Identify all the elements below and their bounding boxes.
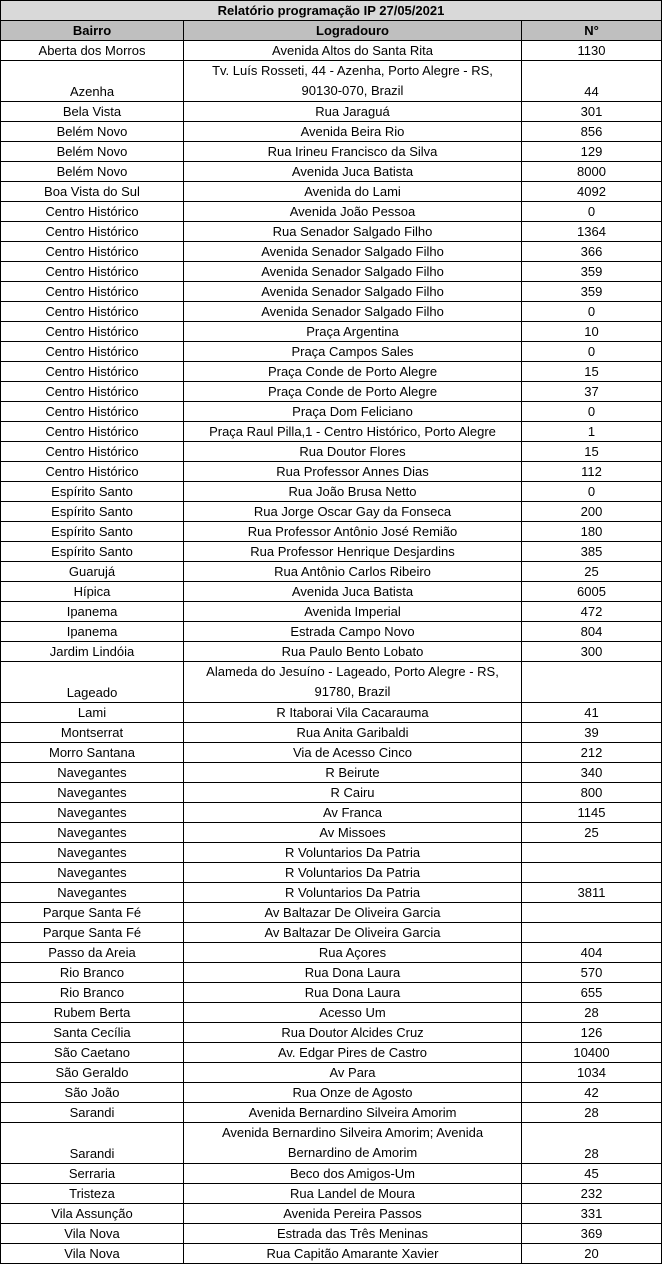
- cell-bairro: Centro Histórico: [1, 402, 184, 422]
- table-row: [1, 803, 662, 823]
- cell-bairro: Tristeza: [1, 1184, 184, 1204]
- cell-numero: 200: [522, 502, 662, 522]
- cell-logradouro: Rua Landel de Moura: [184, 1184, 522, 1204]
- cell-numero: 404: [522, 943, 662, 963]
- table-row: [1, 522, 662, 542]
- table-row: [1, 1184, 662, 1204]
- table-row: [1, 1123, 662, 1164]
- cell-logradouro: R Itaborai Vila Cacarauma: [184, 703, 522, 723]
- table-row: [1, 783, 662, 803]
- cell-numero: 28: [522, 1123, 662, 1164]
- table-row: [1, 142, 662, 162]
- cell-bairro: Centro Histórico: [1, 342, 184, 362]
- cell-logradouro: Praça Campos Sales: [184, 342, 522, 362]
- cell-bairro: Espírito Santo: [1, 542, 184, 562]
- cell-logradouro: Rua Jaraguá: [184, 102, 522, 122]
- cell-numero: 28: [522, 1103, 662, 1123]
- cell-bairro: Centro Histórico: [1, 282, 184, 302]
- cell-bairro: Belém Novo: [1, 122, 184, 142]
- table-row: [1, 61, 662, 102]
- cell-numero: 25: [522, 823, 662, 843]
- cell-logradouro: Av Baltazar De Oliveira Garcia: [184, 903, 522, 923]
- cell-logradouro: Rua Senador Salgado Filho: [184, 222, 522, 242]
- table-row: [1, 642, 662, 662]
- table-row: [1, 442, 662, 462]
- cell-numero: 301: [522, 102, 662, 122]
- cell-logradouro: Avenida Pereira Passos: [184, 1204, 522, 1224]
- cell-logradouro: Rua Doutor Flores: [184, 442, 522, 462]
- cell-logradouro: Acesso Um: [184, 1003, 522, 1023]
- cell-numero: 232: [522, 1184, 662, 1204]
- cell-logradouro: Rua Professor Annes Dias: [184, 462, 522, 482]
- table-row: [1, 102, 662, 122]
- cell-numero: 0: [522, 402, 662, 422]
- cell-bairro: Centro Histórico: [1, 422, 184, 442]
- cell-logradouro: Avenida Imperial: [184, 602, 522, 622]
- cell-bairro: Parque Santa Fé: [1, 923, 184, 943]
- table-row: [1, 1083, 662, 1103]
- column-header-row: [1, 21, 662, 41]
- cell-bairro: Rio Branco: [1, 983, 184, 1003]
- cell-logradouro: Avenida Senador Salgado Filho: [184, 282, 522, 302]
- cell-numero: 570: [522, 963, 662, 983]
- cell-numero: [522, 903, 662, 923]
- cell-bairro: Parque Santa Fé: [1, 903, 184, 923]
- cell-logradouro: Praça Raul Pilla,1 - Centro Histórico, Porto Alegre: [184, 422, 522, 442]
- cell-numero: 331: [522, 1204, 662, 1224]
- cell-logradouro: Av Franca: [184, 803, 522, 823]
- cell-logradouro: Av Missoes: [184, 823, 522, 843]
- cell-logradouro: Avenida Juca Batista: [184, 162, 522, 182]
- cell-logradouro: Praça Dom Feliciano: [184, 402, 522, 422]
- table-row: [1, 162, 662, 182]
- cell-bairro: São Geraldo: [1, 1063, 184, 1083]
- cell-numero: 15: [522, 442, 662, 462]
- cell-logradouro: Avenida Bernardino Silveira Amorim: [184, 1103, 522, 1123]
- table-row: [1, 322, 662, 342]
- cell-bairro: São Caetano: [1, 1043, 184, 1063]
- cell-numero: 472: [522, 602, 662, 622]
- cell-numero: 212: [522, 743, 662, 763]
- cell-bairro: Rio Branco: [1, 963, 184, 983]
- cell-logradouro: Estrada Campo Novo: [184, 622, 522, 642]
- cell-bairro: Azenha: [1, 61, 184, 102]
- cell-bairro: Centro Histórico: [1, 222, 184, 242]
- cell-numero: [522, 923, 662, 943]
- report-body: [1, 41, 662, 1264]
- cell-bairro: Centro Histórico: [1, 322, 184, 342]
- cell-logradouro: Rua Capitão Amarante Xavier: [184, 1244, 522, 1264]
- table-row: [1, 622, 662, 642]
- cell-bairro: Navegantes: [1, 823, 184, 843]
- cell-bairro: Espírito Santo: [1, 502, 184, 522]
- cell-numero: 1: [522, 422, 662, 442]
- cell-bairro: Lami: [1, 703, 184, 723]
- column-header-bairro: Bairro: [1, 21, 184, 41]
- cell-bairro: Bela Vista: [1, 102, 184, 122]
- cell-bairro: Espírito Santo: [1, 522, 184, 542]
- cell-numero: 8000: [522, 162, 662, 182]
- cell-numero: 10: [522, 322, 662, 342]
- cell-bairro: Centro Histórico: [1, 442, 184, 462]
- report-title: Relatório programação IP 27/05/2021: [1, 1, 662, 21]
- cell-logradouro: Rua Jorge Oscar Gay da Fonseca: [184, 502, 522, 522]
- table-row: [1, 262, 662, 282]
- table-row: [1, 662, 662, 703]
- table-row: [1, 943, 662, 963]
- cell-numero: 340: [522, 763, 662, 783]
- cell-bairro: São João: [1, 1083, 184, 1103]
- cell-numero: 42: [522, 1083, 662, 1103]
- report-header: [1, 1, 662, 41]
- cell-logradouro: Beco dos Amigos-Um: [184, 1164, 522, 1184]
- cell-numero: 126: [522, 1023, 662, 1043]
- cell-logradouro: Rua Professor Antônio José Remião: [184, 522, 522, 542]
- cell-logradouro: Av Baltazar De Oliveira Garcia: [184, 923, 522, 943]
- cell-bairro: Santa Cecília: [1, 1023, 184, 1043]
- cell-numero: 4092: [522, 182, 662, 202]
- table-row: [1, 863, 662, 883]
- table-row: [1, 743, 662, 763]
- table-row: [1, 763, 662, 783]
- cell-numero: 804: [522, 622, 662, 642]
- table-row: [1, 602, 662, 622]
- table-row: [1, 382, 662, 402]
- table-row: [1, 41, 662, 61]
- cell-bairro: Centro Histórico: [1, 302, 184, 322]
- cell-logradouro: Estrada das Três Meninas: [184, 1224, 522, 1244]
- table-row: [1, 302, 662, 322]
- cell-numero: 3811: [522, 883, 662, 903]
- cell-numero: 15: [522, 362, 662, 382]
- cell-logradouro: Avenida Senador Salgado Filho: [184, 242, 522, 262]
- cell-numero: 359: [522, 262, 662, 282]
- cell-logradouro: Praça Argentina: [184, 322, 522, 342]
- cell-bairro: Boa Vista do Sul: [1, 182, 184, 202]
- table-row: [1, 462, 662, 482]
- table-row: [1, 1164, 662, 1184]
- table-row: [1, 242, 662, 262]
- cell-logradouro: Avenida João Pessoa: [184, 202, 522, 222]
- cell-numero: 129: [522, 142, 662, 162]
- cell-logradouro: Avenida Bernardino Silveira Amorim; Avenida Bernardino de Amorim: [184, 1123, 522, 1164]
- cell-logradouro: Rua Açores: [184, 943, 522, 963]
- cell-numero: 655: [522, 983, 662, 1003]
- cell-logradouro: Rua Onze de Agosto: [184, 1083, 522, 1103]
- table-row: [1, 903, 662, 923]
- cell-numero: 39: [522, 723, 662, 743]
- cell-bairro: Vila Nova: [1, 1244, 184, 1264]
- cell-numero: 1034: [522, 1063, 662, 1083]
- cell-numero: 28: [522, 1003, 662, 1023]
- cell-logradouro: Rua Dona Laura: [184, 963, 522, 983]
- cell-numero: 359: [522, 282, 662, 302]
- title-row: [1, 1, 662, 21]
- cell-logradouro: Avenida Senador Salgado Filho: [184, 262, 522, 282]
- cell-logradouro: R Cairu: [184, 783, 522, 803]
- table-row: [1, 422, 662, 442]
- cell-bairro: Centro Histórico: [1, 202, 184, 222]
- cell-bairro: Ipanema: [1, 602, 184, 622]
- cell-logradouro: Avenida Senador Salgado Filho: [184, 302, 522, 322]
- cell-numero: 1364: [522, 222, 662, 242]
- table-row: [1, 222, 662, 242]
- cell-numero: 10400: [522, 1043, 662, 1063]
- table-row: [1, 923, 662, 943]
- table-row: [1, 723, 662, 743]
- cell-numero: 112: [522, 462, 662, 482]
- column-header-numero: N°: [522, 21, 662, 41]
- table-row: [1, 502, 662, 522]
- table-row: [1, 562, 662, 582]
- cell-numero: [522, 662, 662, 703]
- cell-bairro: Passo da Areia: [1, 943, 184, 963]
- table-row: [1, 582, 662, 602]
- cell-bairro: Navegantes: [1, 843, 184, 863]
- table-row: [1, 202, 662, 222]
- cell-logradouro: Tv. Luís Rosseti, 44 - Azenha, Porto Alegre - RS, 90130-070, Brazil: [184, 61, 522, 102]
- table-row: [1, 482, 662, 502]
- cell-bairro: Aberta dos Morros: [1, 41, 184, 61]
- cell-bairro: Lageado: [1, 662, 184, 703]
- cell-logradouro: Avenida do Lami: [184, 182, 522, 202]
- cell-logradouro: Avenida Juca Batista: [184, 582, 522, 602]
- cell-logradouro: Rua Doutor Alcides Cruz: [184, 1023, 522, 1043]
- table-row: [1, 843, 662, 863]
- table-row: [1, 883, 662, 903]
- cell-bairro: Espírito Santo: [1, 482, 184, 502]
- cell-logradouro: Av Para: [184, 1063, 522, 1083]
- cell-bairro: Centro Histórico: [1, 362, 184, 382]
- table-row: [1, 1003, 662, 1023]
- cell-bairro: Belém Novo: [1, 142, 184, 162]
- table-row: [1, 1103, 662, 1123]
- cell-numero: 20: [522, 1244, 662, 1264]
- cell-numero: 800: [522, 783, 662, 803]
- table-row: [1, 983, 662, 1003]
- cell-logradouro: R Beirute: [184, 763, 522, 783]
- cell-bairro: Montserrat: [1, 723, 184, 743]
- cell-bairro: Sarandi: [1, 1103, 184, 1123]
- cell-numero: 25: [522, 562, 662, 582]
- cell-logradouro: Rua Paulo Bento Lobato: [184, 642, 522, 662]
- cell-bairro: Belém Novo: [1, 162, 184, 182]
- cell-bairro: Vila Nova: [1, 1224, 184, 1244]
- cell-logradouro: Rua Anita Garibaldi: [184, 723, 522, 743]
- cell-bairro: Navegantes: [1, 783, 184, 803]
- cell-numero: 0: [522, 302, 662, 322]
- cell-numero: 0: [522, 342, 662, 362]
- table-row: [1, 542, 662, 562]
- cell-logradouro: Rua Professor Henrique Desjardins: [184, 542, 522, 562]
- cell-logradouro: R Voluntarios Da Patria: [184, 843, 522, 863]
- cell-bairro: Centro Histórico: [1, 462, 184, 482]
- table-row: [1, 342, 662, 362]
- cell-numero: 41: [522, 703, 662, 723]
- cell-bairro: Centro Histórico: [1, 382, 184, 402]
- table-row: [1, 282, 662, 302]
- table-row: [1, 703, 662, 723]
- cell-logradouro: Praça Conde de Porto Alegre: [184, 362, 522, 382]
- cell-bairro: Ipanema: [1, 622, 184, 642]
- cell-numero: [522, 863, 662, 883]
- cell-numero: 44: [522, 61, 662, 102]
- table-row: [1, 963, 662, 983]
- table-row: [1, 362, 662, 382]
- cell-bairro: Jardim Lindóia: [1, 642, 184, 662]
- table-row: [1, 1023, 662, 1043]
- cell-logradouro: Avenida Beira Rio: [184, 122, 522, 142]
- cell-logradouro: Avenida Altos do Santa Rita: [184, 41, 522, 61]
- cell-bairro: Navegantes: [1, 883, 184, 903]
- cell-bairro: Centro Histórico: [1, 242, 184, 262]
- cell-logradouro: Rua Dona Laura: [184, 983, 522, 1003]
- table-row: [1, 1244, 662, 1264]
- cell-logradouro: Rua Irineu Francisco da Silva: [184, 142, 522, 162]
- cell-bairro: Hípica: [1, 582, 184, 602]
- table-row: [1, 1063, 662, 1083]
- cell-logradouro: Alameda do Jesuíno - Lageado, Porto Alegre - RS, 91780, Brazil: [184, 662, 522, 703]
- cell-bairro: Sarandi: [1, 1123, 184, 1164]
- cell-bairro: Rubem Berta: [1, 1003, 184, 1023]
- column-header-logradouro: Logradouro: [184, 21, 522, 41]
- table-row: [1, 1043, 662, 1063]
- cell-numero: 856: [522, 122, 662, 142]
- cell-numero: 366: [522, 242, 662, 262]
- cell-numero: 1130: [522, 41, 662, 61]
- cell-bairro: Centro Histórico: [1, 262, 184, 282]
- cell-numero: 45: [522, 1164, 662, 1184]
- cell-logradouro: Rua João Brusa Netto: [184, 482, 522, 502]
- cell-bairro: Navegantes: [1, 863, 184, 883]
- cell-numero: 37: [522, 382, 662, 402]
- cell-numero: 6005: [522, 582, 662, 602]
- cell-logradouro: R Voluntarios Da Patria: [184, 883, 522, 903]
- cell-numero: 0: [522, 202, 662, 222]
- table-row: [1, 1224, 662, 1244]
- cell-bairro: Vila Assunção: [1, 1204, 184, 1224]
- cell-numero: 300: [522, 642, 662, 662]
- cell-logradouro: Rua Antônio Carlos Ribeiro: [184, 562, 522, 582]
- cell-numero: 0: [522, 482, 662, 502]
- cell-numero: [522, 843, 662, 863]
- cell-logradouro: Av. Edgar Pires de Castro: [184, 1043, 522, 1063]
- table-row: [1, 182, 662, 202]
- cell-bairro: Morro Santana: [1, 743, 184, 763]
- cell-bairro: Guarujá: [1, 562, 184, 582]
- cell-numero: 1145: [522, 803, 662, 823]
- table-row: [1, 1204, 662, 1224]
- cell-logradouro: Praça Conde de Porto Alegre: [184, 382, 522, 402]
- cell-numero: 180: [522, 522, 662, 542]
- cell-logradouro: Via de Acesso Cinco: [184, 743, 522, 763]
- cell-bairro: Navegantes: [1, 763, 184, 783]
- table-row: [1, 823, 662, 843]
- table-row: [1, 402, 662, 422]
- cell-logradouro: R Voluntarios Da Patria: [184, 863, 522, 883]
- cell-numero: 385: [522, 542, 662, 562]
- cell-bairro: Navegantes: [1, 803, 184, 823]
- table-row: [1, 122, 662, 142]
- cell-bairro: Serraria: [1, 1164, 184, 1184]
- cell-numero: 369: [522, 1224, 662, 1244]
